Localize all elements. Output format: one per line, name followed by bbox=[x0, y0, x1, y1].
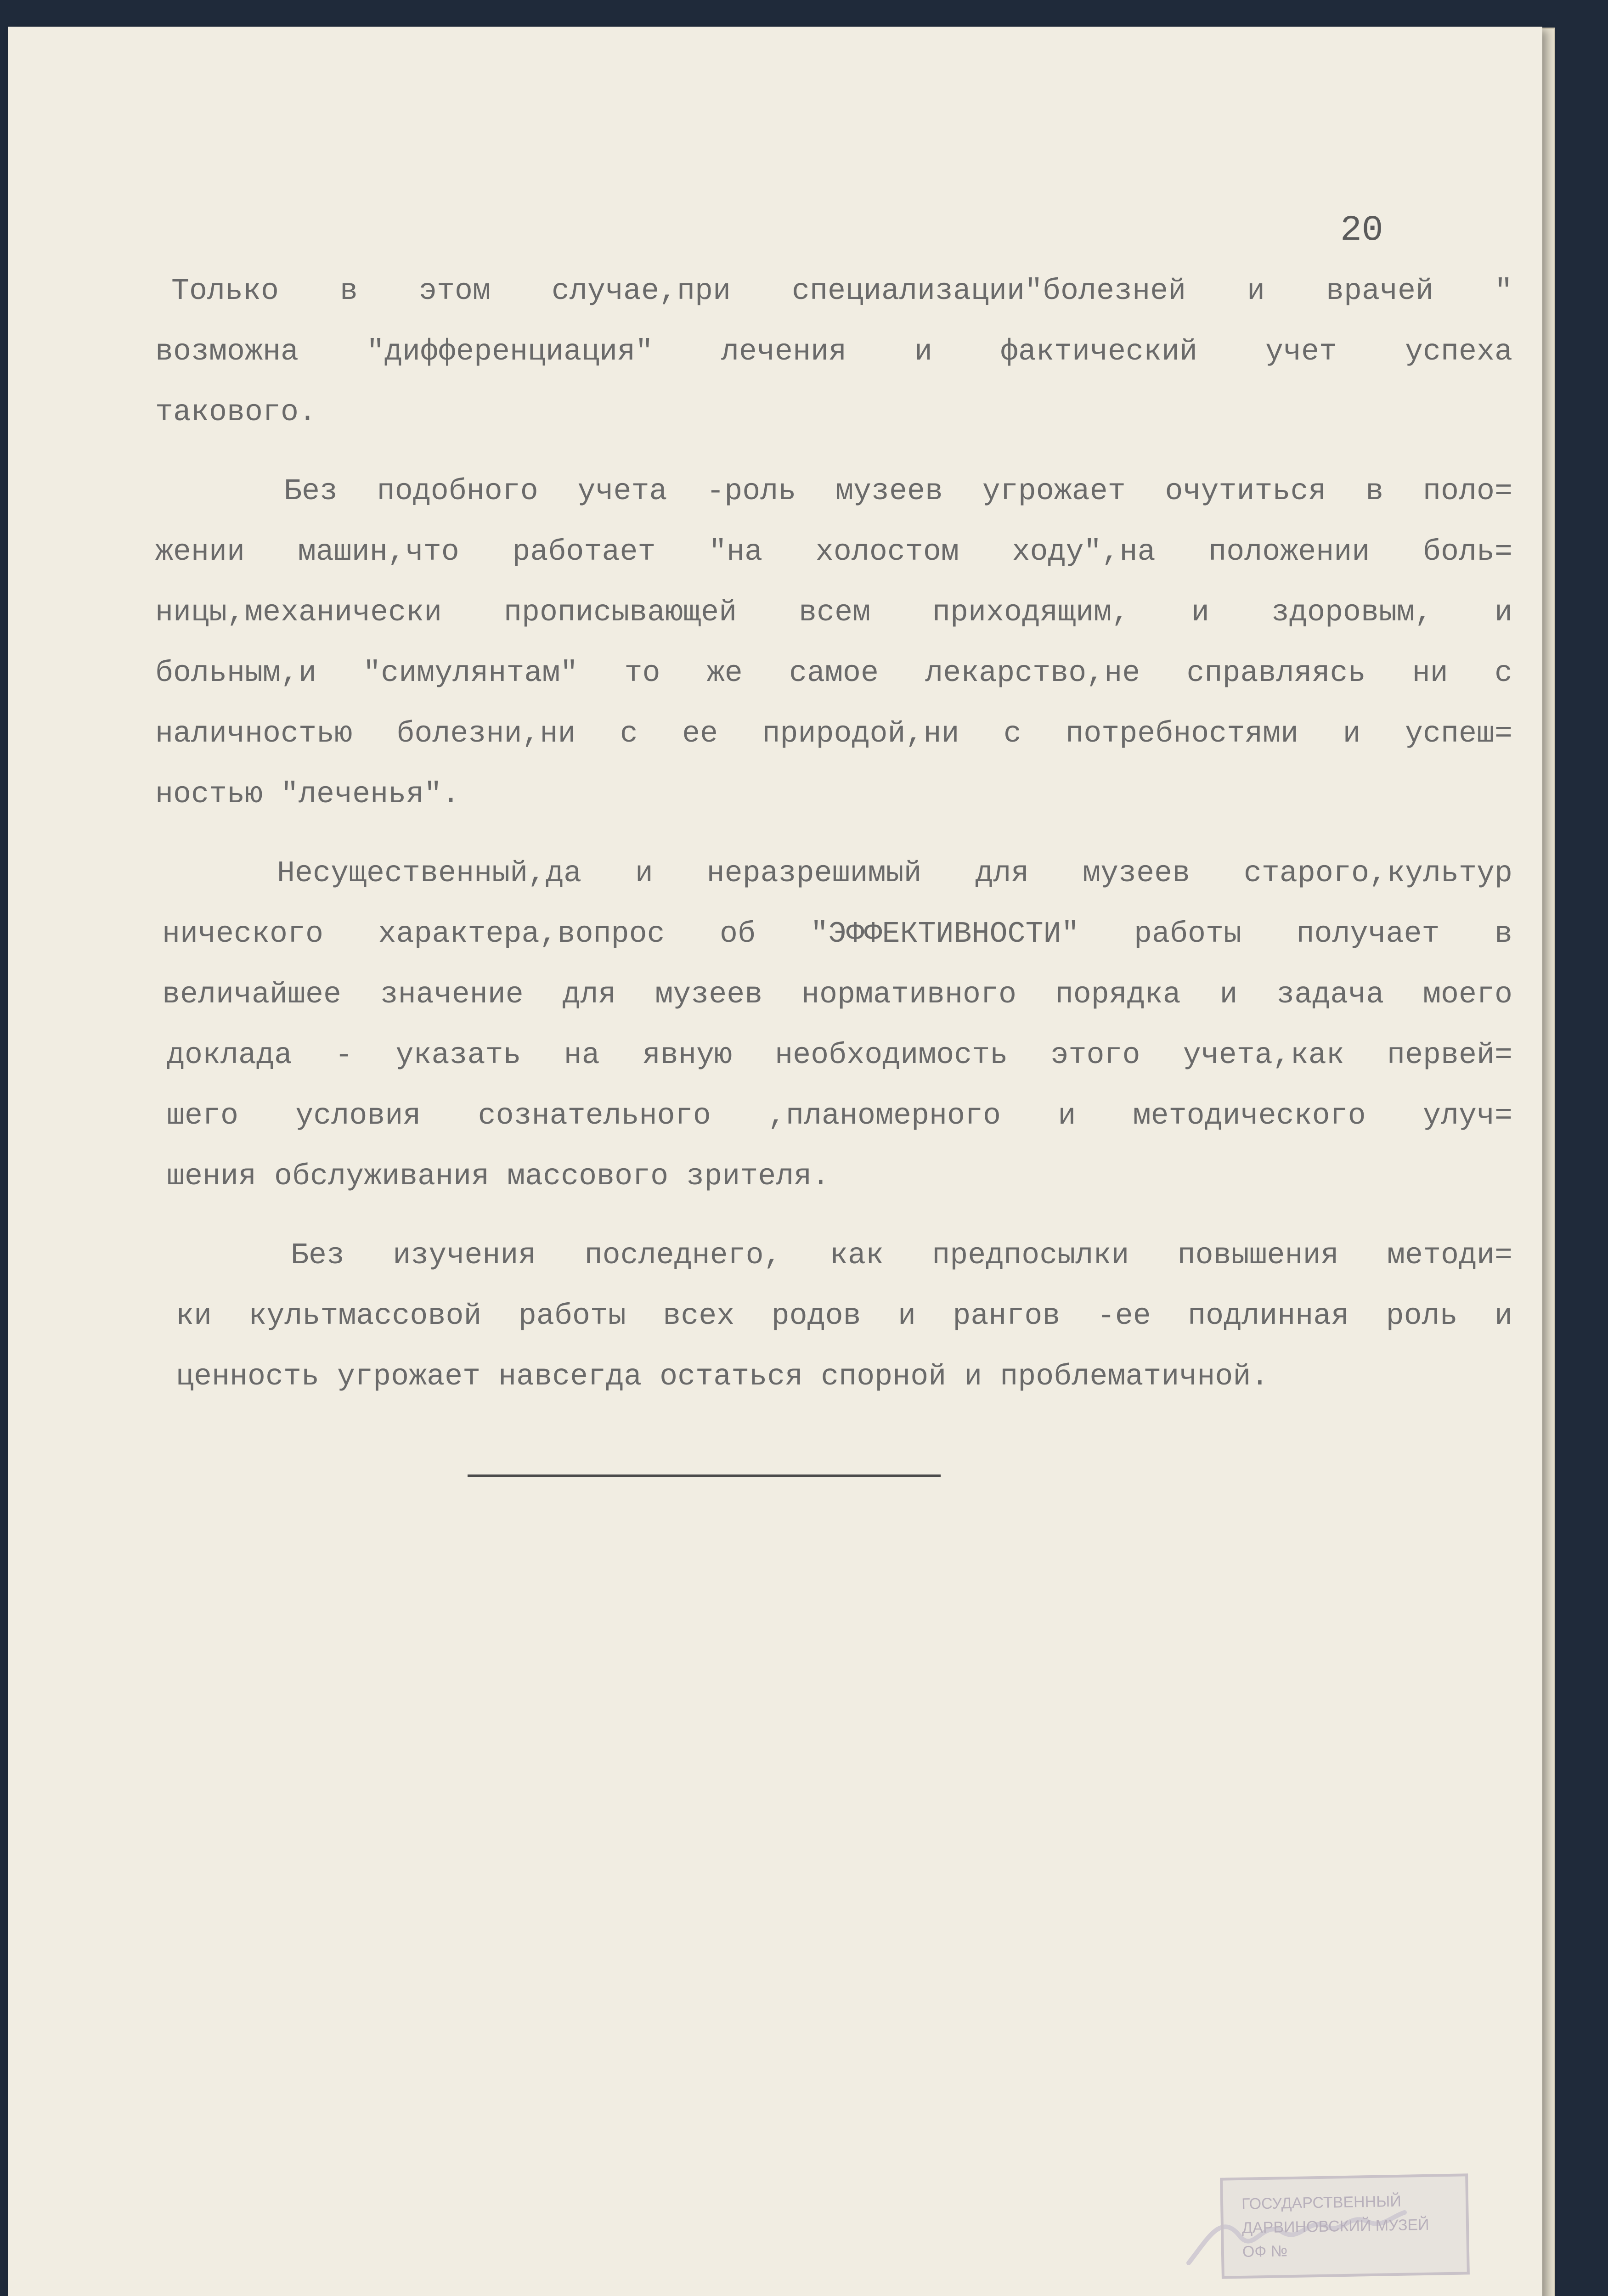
text-line: ценность угрожает навсегда остаться спорной и проблематичной. bbox=[176, 1360, 1269, 1394]
paragraph-1 bbox=[155, 261, 1512, 443]
text-line: наличностью болезни,ни с ее природой,ни с потребностями и успеш= bbox=[155, 717, 1512, 751]
stamp-line: ГОСУДАРСТВЕННЫЙ bbox=[1241, 2192, 1402, 2213]
text-line: Несущественный,да и неразрешимый для музеев старого,культур bbox=[277, 856, 1512, 890]
paragraph-2 bbox=[155, 461, 1512, 825]
text-line: ницы,механически прописывающей всем приходящим, и здоровым, и bbox=[155, 596, 1512, 630]
stamp-line: ОФ № bbox=[1242, 2242, 1288, 2261]
text-line: такового. bbox=[155, 395, 317, 429]
text-line: ки культмассовой работы всех родов и рангов -ее подлинная роль и bbox=[176, 1299, 1512, 1333]
text-line: Без подобного учета -роль музеев угрожает очутиться в поло= bbox=[284, 474, 1512, 508]
text-line: нического характера,вопрос об "ЭФФЕКТИВНОСТИ" работы получает в bbox=[162, 917, 1512, 951]
document-page bbox=[8, 27, 1542, 2296]
text-line: ностью "леченья". bbox=[155, 777, 460, 811]
archive-stamp bbox=[1220, 2173, 1470, 2279]
stamp-line: ДАРВИНОВСКИЙ МУЗЕЙ bbox=[1241, 2216, 1429, 2237]
paragraph-4 bbox=[171, 1225, 1512, 1407]
body-text bbox=[155, 261, 1512, 1425]
page-number: 20 bbox=[1340, 210, 1383, 251]
text-line: шения обслуживания массового зрителя. bbox=[167, 1159, 830, 1193]
text-line: Только в этом случае,при специализации"болезней и врачей " bbox=[171, 274, 1512, 308]
text-line: больным,и "симулянтам" то же самое лекарство,не справляясь ни с bbox=[155, 656, 1512, 690]
text-line: возможна "дифференциация" лечения и фактический учет успеха bbox=[155, 335, 1512, 369]
end-divider bbox=[468, 1474, 941, 1477]
text-line: жении машин,что работает "на холостом ходу",на положении боль= bbox=[155, 535, 1512, 569]
text-line: доклада - указать на явную необходимость этого учета,как первей= bbox=[167, 1038, 1512, 1072]
text-line: величайшее значение для музеев нормативного порядка и задача моего bbox=[162, 978, 1512, 1012]
text-line: шего условия сознательного ,планомерного и методического улуч= bbox=[167, 1099, 1512, 1133]
text-line: Без изучения последнего, как предпосылки повышения методи= bbox=[291, 1238, 1512, 1272]
paragraph-3 bbox=[162, 843, 1512, 1207]
